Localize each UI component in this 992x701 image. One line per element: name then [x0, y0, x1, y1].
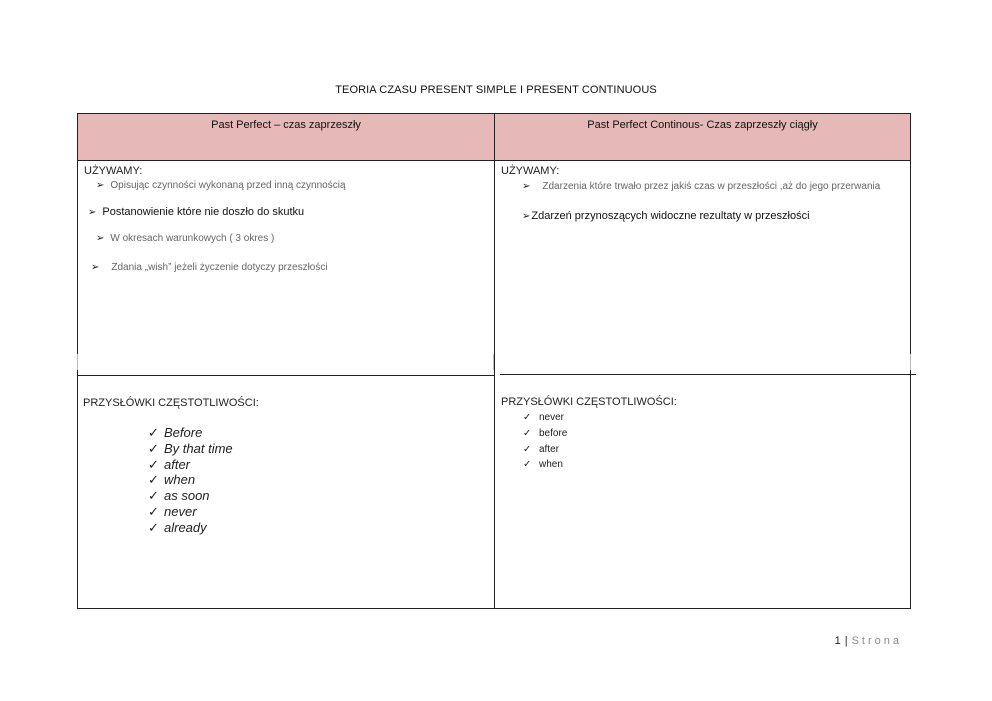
check-icon: ✓ [148, 425, 159, 440]
usage-item: ➢ Opisując czynności wykonaną przed inną czynnością [96, 180, 346, 191]
usage-cell-right [501, 165, 901, 177]
page-word: Strona [851, 635, 902, 647]
adverbs-label: PRZYSŁÓWKI CZĘSTOTLIWOŚCI: [501, 396, 677, 408]
arrow-bullet-icon: ➢ [88, 206, 97, 218]
adverbs-label: PRZYSŁÓWKI CZĘSTOTLIWOŚCI: [83, 397, 259, 409]
adverb-item: ✓ when [523, 457, 567, 473]
adverbs-list-left [148, 425, 233, 536]
check-icon: ✓ [523, 443, 532, 455]
column-divider [494, 114, 495, 608]
adverb-item: ✓ Before [148, 425, 203, 440]
usage-item: ➢ Zdarzeń przynoszących widoczne rezultaty w przeszłości [522, 210, 810, 222]
header-past-perfect [78, 114, 494, 161]
check-icon: ✓ [148, 503, 159, 519]
page-number: 1 [834, 635, 841, 647]
arrow-bullet-icon: ➢ [91, 262, 100, 273]
check-icon: ✓ [523, 412, 532, 423]
header-past-perfect-continuous [495, 114, 910, 161]
adverb-item: ✓ never [523, 410, 567, 426]
row-divider-left [78, 375, 494, 376]
check-icon: ✓ [523, 427, 532, 439]
adverb-item: ✓ after [523, 442, 567, 458]
usage-item: ➢ W okresach warunkowych ( 3 okres ) [96, 233, 275, 244]
arrow-bullet-icon: ➢ [96, 180, 105, 191]
footer-separator: | [844, 635, 848, 647]
usage-label: UŻYWAMY: [84, 165, 143, 177]
check-icon: ✓ [148, 488, 159, 504]
adverb-item: ✓ before [523, 426, 567, 442]
adverb-item: ✓ after [148, 456, 191, 472]
header-past-perfect-label: Past Perfect – czas zaprzeszły [211, 119, 361, 131]
usage-cell-left [84, 165, 484, 177]
divider-tick [77, 354, 78, 370]
arrow-bullet-icon: ➢ [96, 233, 105, 244]
document-title: TEORIA CZASU PRESENT SIMPLE I PRESENT CONTINUOUS [335, 84, 657, 96]
usage-item: ➢ Zdania „wish” jeżeli życzenie dotyczy przeszłości [91, 262, 328, 273]
tense-table [77, 113, 911, 609]
usage-item: ➢ Postanowienie które nie doszło do skutku [88, 206, 305, 218]
adverb-item: ✓ By that time [148, 440, 233, 456]
check-icon: ✓ [148, 519, 159, 535]
page-footer [835, 635, 902, 647]
divider-tick [910, 354, 911, 370]
adverb-item: ✓ as soon [148, 488, 210, 504]
divider-tick [493, 354, 494, 370]
check-icon: ✓ [148, 456, 159, 472]
adverb-item: ✓ when [148, 472, 196, 488]
usage-label: UŻYWAMY: [501, 165, 560, 177]
arrow-bullet-icon: ➢ [522, 210, 531, 222]
row-divider-right [500, 374, 916, 375]
check-icon: ✓ [148, 440, 159, 456]
adverbs-list-right [523, 410, 567, 473]
header-past-perfect-continuous-label: Past Perfect Continous- Czas zaprzeszły ciągły [587, 119, 818, 131]
check-icon: ✓ [523, 459, 532, 471]
check-icon: ✓ [148, 472, 159, 488]
adverb-item: ✓ never [148, 503, 197, 519]
adverb-item: ✓ already [148, 519, 207, 535]
arrow-bullet-icon: ➢ [522, 181, 531, 192]
usage-item: ➢ Zdarzenia które trwało przez jakiś czas w przeszłości ,aż do jego przerwania [522, 181, 881, 192]
